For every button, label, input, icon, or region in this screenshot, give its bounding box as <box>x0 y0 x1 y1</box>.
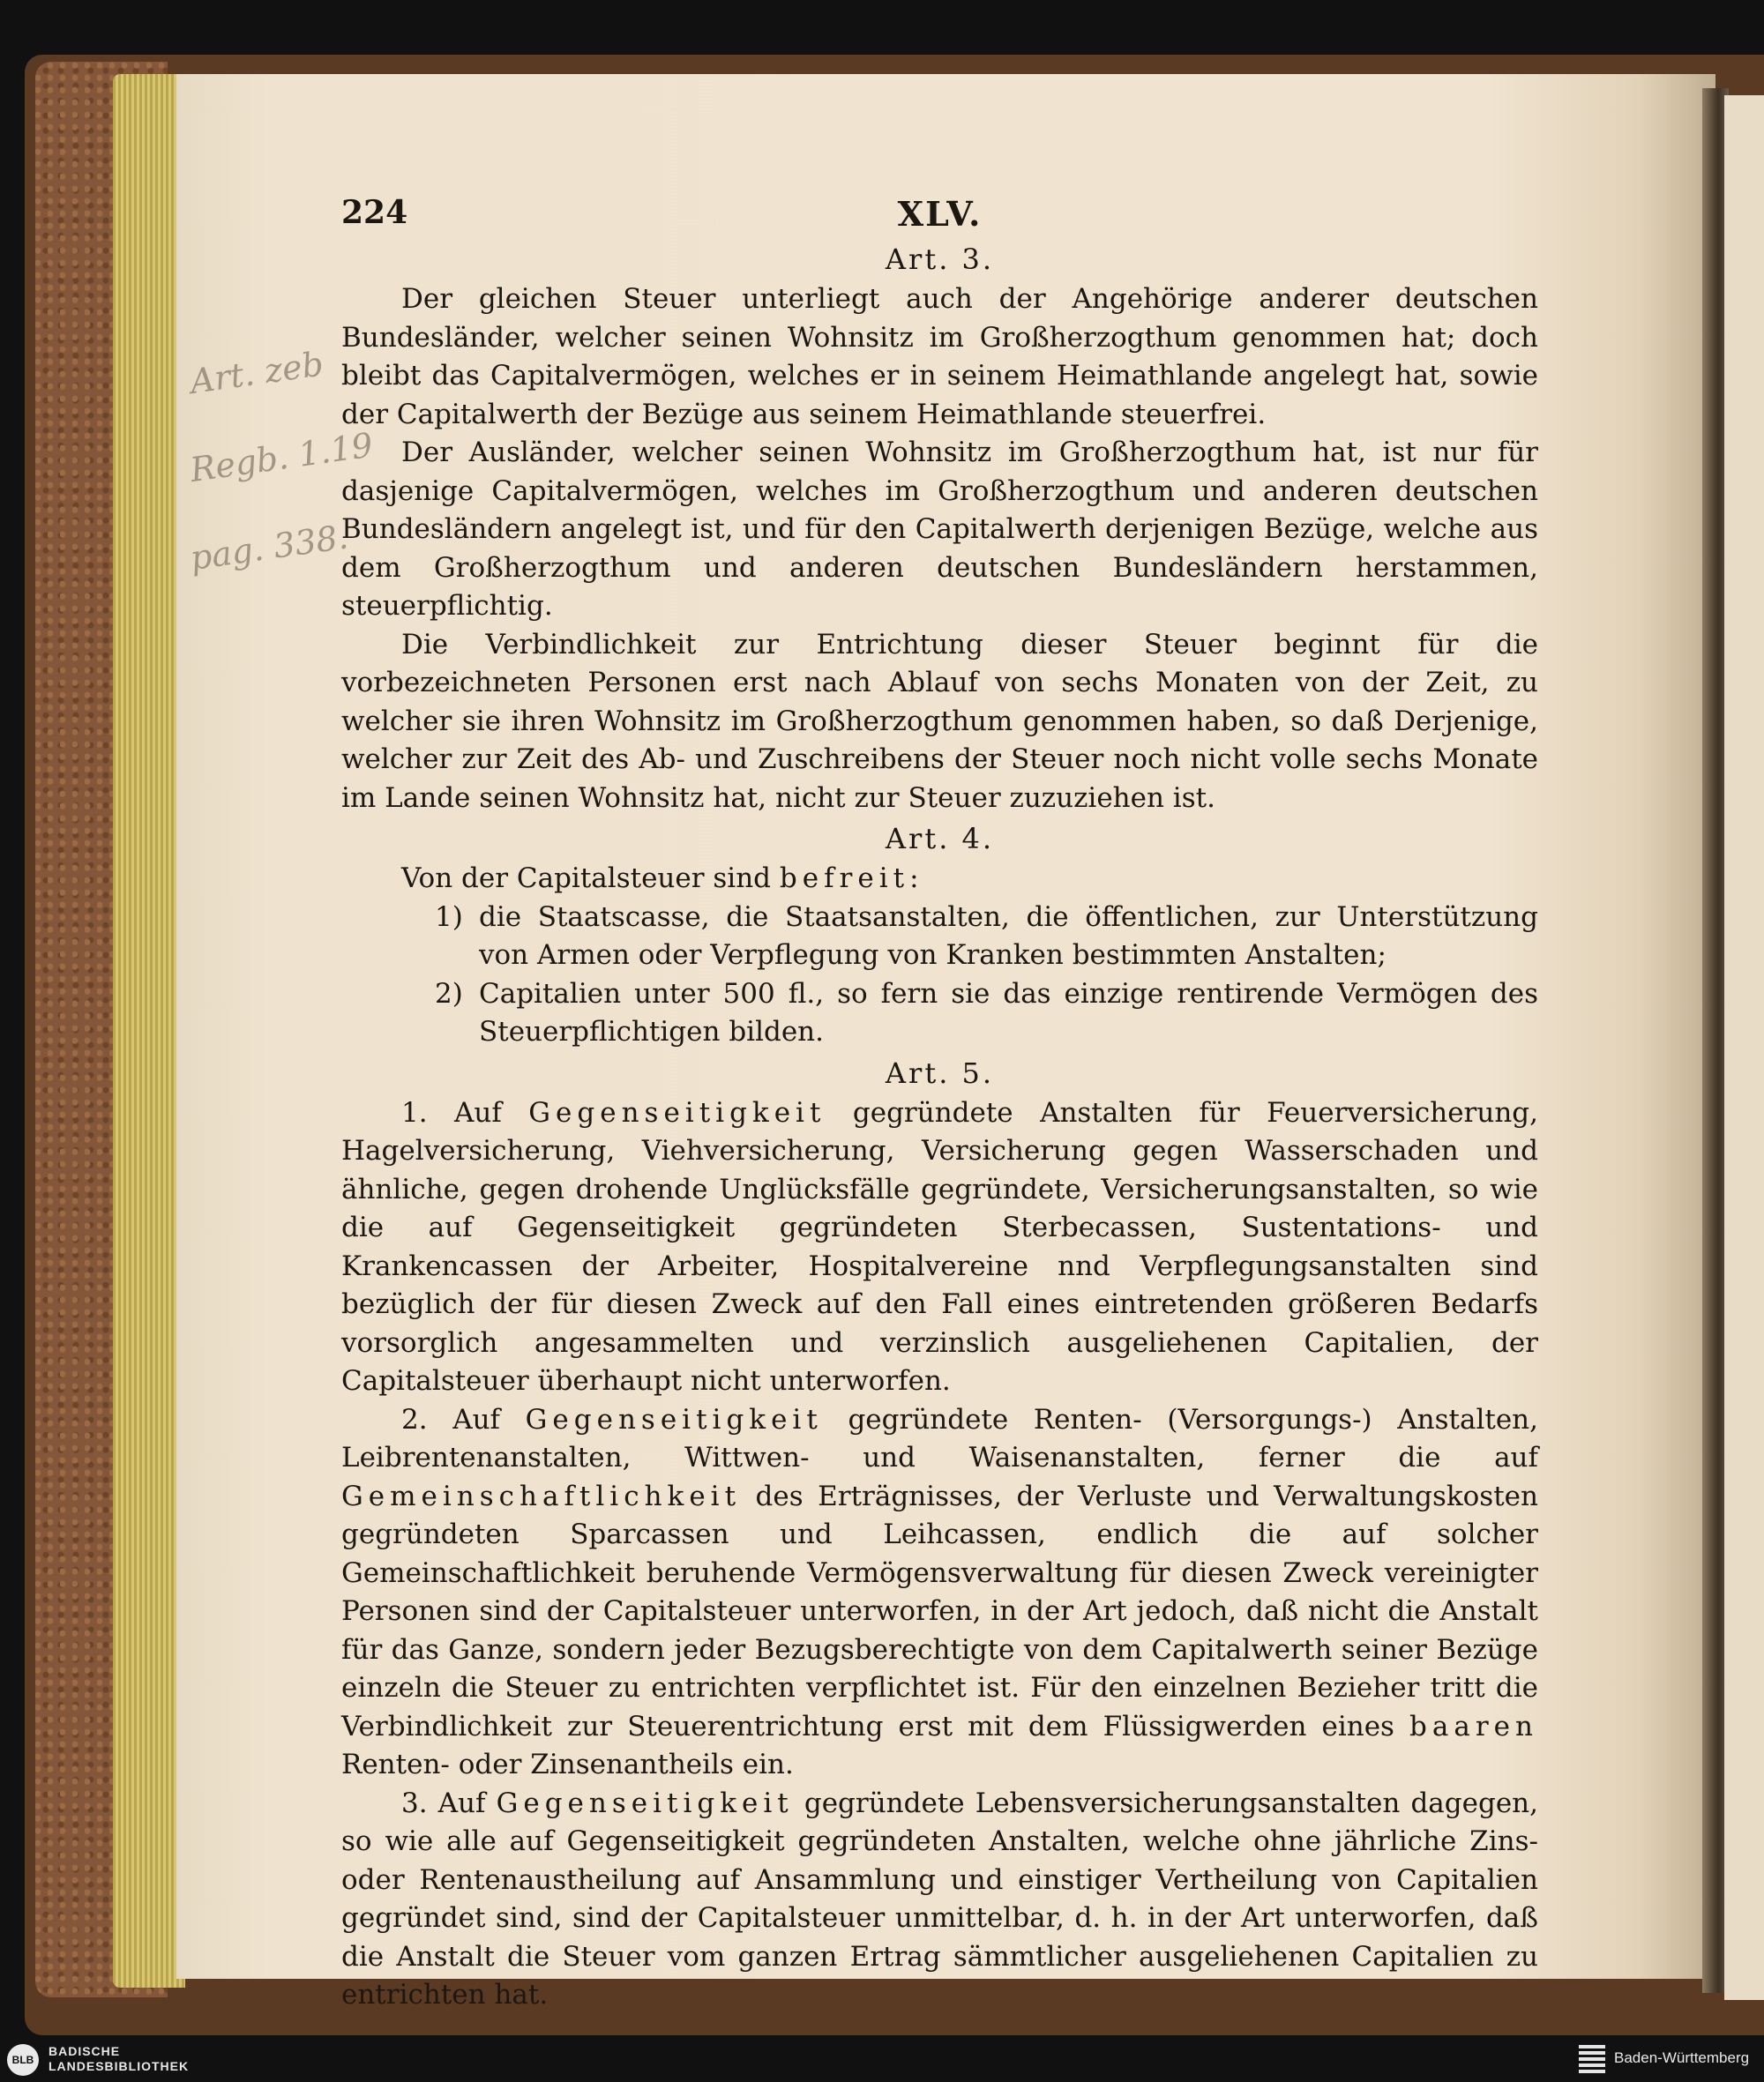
article-4-intro <box>341 860 1538 899</box>
blb-logo-icon[interactable]: BLB <box>7 2044 39 2076</box>
article-4-intro-text: Von der Capitalsteuer sind <box>401 862 772 894</box>
library-name-line: LANDESBIBLIOTHEK <box>49 2059 190 2073</box>
article-4-intro-emphasis: befreit: <box>779 862 924 894</box>
section-emphasis: Gemeinschaftlichkeit <box>341 1480 742 1512</box>
section-lead: 2. Auf <box>401 1403 501 1436</box>
handwritten-marginalia <box>187 326 376 578</box>
page-text <box>341 194 1538 2015</box>
article-4-heading: Art. 4. <box>885 822 995 855</box>
footer-bar <box>0 2035 1764 2082</box>
marginalia-line: Regb. 1.19 <box>187 425 376 490</box>
marginalia-line: Art. zeb <box>187 344 326 402</box>
article-5-section-2 <box>341 1401 1538 1785</box>
list-item-marker: 2) <box>435 977 463 1010</box>
list-item-marker: 1) <box>435 900 463 933</box>
section-lead: 3. Auf <box>401 1787 486 1819</box>
facing-page-edge <box>1724 95 1764 2000</box>
list-item-text: Capitalien unter 500 fl., so fern sie das einzige rentirende Vermögen des Steuerpflichtigen bilden. <box>479 977 1538 1048</box>
state-crest-icon <box>1579 2045 1605 2075</box>
article-5-heading: Art. 5. <box>885 1056 995 1090</box>
page-edges <box>113 74 185 1988</box>
list-item <box>435 975 1538 1052</box>
library-name-line: BADISCHE <box>49 2044 121 2058</box>
section-text: gegründete Lebensversicherungsanstalten dagegen, so wie alle auf Gegenseitigkeit gegründeten Anstalten, welche ohne jährliche Zins- oder Rentenaustheilung auf Ansammlung und einstiger Vertheilung von Capitalien gegründet sind, sind der Capitalsteuer unmittelbar, d. h. in der Art unterworfen, daß die Anstalt die Steuer vom ganzen Ertrag sämmtlicher ausgeliehenen Capitalien zu entrichten hat. <box>341 1787 1538 2011</box>
section-text: Renten- oder Zinsenantheils ein. <box>341 1749 794 1780</box>
article-3-heading: Art. 3. <box>885 243 995 276</box>
page-number: 224 <box>341 194 408 231</box>
law-number: XLV. <box>897 194 983 234</box>
running-head <box>341 194 1538 238</box>
state-name: Baden-Württemberg <box>1614 2049 1750 2066</box>
section-emphasis: Gegenseitigkeit <box>496 1787 794 1819</box>
article-5-section-3 <box>341 1785 1538 2015</box>
list-item <box>435 899 1538 975</box>
library-name <box>49 2044 189 2074</box>
marginalia-line: pag. 338. <box>187 517 351 578</box>
list-item-text: die Staatscasse, die Staatsanstalten, die öffentlichen, zur Unterstützung von Armen oder Verpflegung von Kranken bestimmten Anstalten; <box>479 900 1538 971</box>
article-3-paragraph: Der gleichen Steuer unterliegt auch der Angehörige anderer deutschen Bundesländer, welcher seinen Wohnsitz im Großherzogthum genommen hat; doch bleibt das Capitalvermögen, welches er in seinem Heimathlande angelegt hat, sowie der Capitalwerth der Bezüge aus seinem Heimathlande steuerfrei. <box>341 283 1538 430</box>
section-text: des Erträgnisses, der Verluste und Verwaltungskosten gegründeten Sparcassen und Leihcassen, endlich die auf solcher Gemeinschaftlichkeit beruhende Vermögensverwaltung für diesen Zweck vereinigter Personen sind der Capitalsteuer unterworfen, in der Art jedoch, daß nicht die Anstalt für das Ganze, sondern jeder Bezugsberechtigte von dem Capitalwerth seiner Bezüge einzeln die Steuer zu entrichten verpflichtet ist. Für den einzelnen Bezieher tritt die Verbindlichkeit zur Steuerentrichtung erst mit dem Flüssigwerden eines <box>341 1480 1538 1742</box>
section-lead: 1. Auf <box>401 1096 502 1129</box>
section-text: gegründete Renten- (Versorgungs-) Anstalten, Leibrentenanstalten, Wittwen- und Waisenanstalten, ferner die auf <box>341 1403 1538 1474</box>
section-emphasis: Gegenseitigkeit <box>525 1403 823 1436</box>
section-emphasis: Gegenseitigkeit <box>528 1096 826 1129</box>
section-text: gegründete Anstalten für Feuerversicherung, Hagelversicherung, Viehversicherung, Versicherung gegen Wasserschaden und ähnliche, gegen drohende Unglücksfälle gegründete, Versicherungsanstalten, so wie die auf Gegenseitigkeit gegründeten Sterbecassen, Sustentations- und Krankencassen der Arbeiter, Hospitalvereine nnd Verpflegungsanstalten sind bezüglich der für diesen Zweck auf den Fall eines eintretenden größeren Bedarfs vorsorglich angesammelten und verzinslich ausgeliehenen Capitalien, der Capitalsteuer überhaupt nicht unterworfen. <box>341 1096 1538 1397</box>
article-3-paragraph: Die Verbindlichkeit zur Entrichtung dieser Steuer beginnt für die vorbezeichneten Personen erst nach Ablauf von sechs Monaten von der Zeit, zu welcher sie ihren Wohnsitz im Großherzogthum genommen haben, so daß Derjenige, welcher zur Zeit des Ab- und Zuschreibens der Steuer noch nicht volle sechs Monate im Lande seinen Wohnsitz hat, nicht zur Steuer zuzuziehen ist. <box>341 628 1538 814</box>
article-5-section-1 <box>341 1094 1538 1401</box>
article-3-paragraph: Der Ausländer, welcher seinen Wohnsitz im Großherzogthum hat, ist nur für dasjenige Capitalvermögen, welches im Großherzogthum und anderen deutschen Bundesländern angelegt ist, und für den Capitalwerth derjenigen Bezüge, welche aus dem Großherzogthum und anderen deutschen Bundesländern herstammen, steuerpflichtig. <box>341 437 1538 622</box>
section-emphasis: baaren <box>1409 1710 1538 1742</box>
